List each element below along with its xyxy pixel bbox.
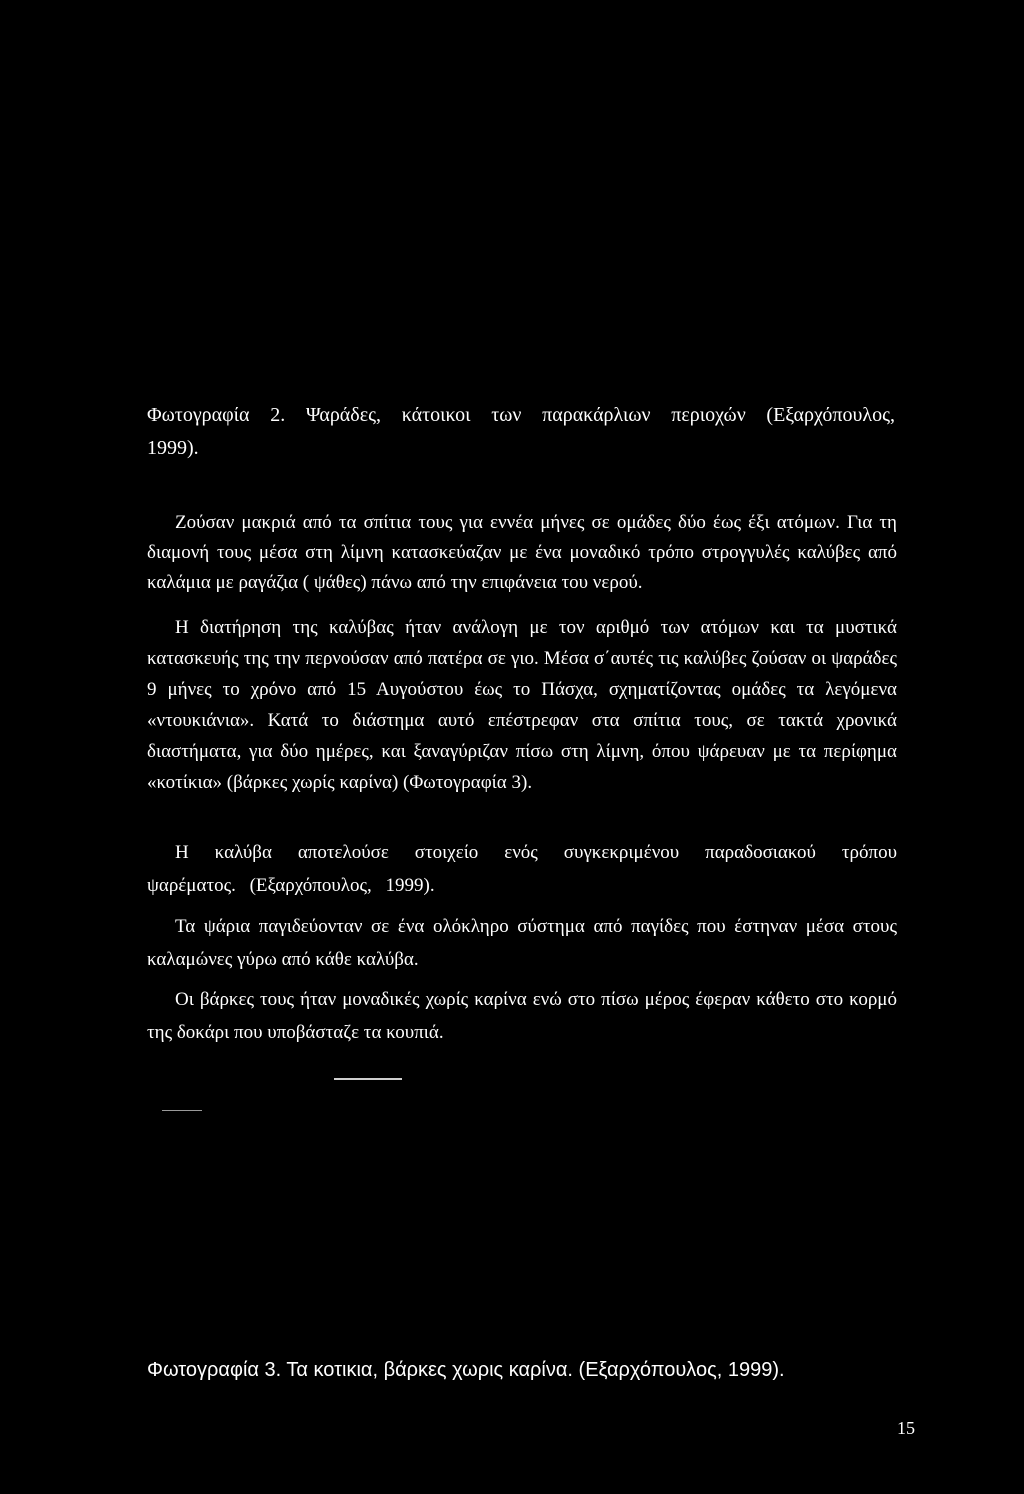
- photo-caption-2: Φωτογραφία 2. Ψαράδες, κάτοικοι των παρακάρλιων περιοχών (Εξαρχόπουλος,: [147, 404, 895, 426]
- paragraph-5: Οι βάρκες τους ήταν μοναδικές χωρίς καρίνα ενώ στο πίσω μέρος έφεραν κάθετο στο κορμό της δοκάρι που υποβάσταζε τα κουπιά.: [147, 989, 897, 1043]
- paragraph-3: Η καλύβα αποτελούσε στοιχείο ενός συγκεκριμένου παραδοσιακού τρόπου ψαρέματος. (Εξαρχόπουλος, 1999).: [147, 842, 897, 896]
- scan-artifact-line-small: [162, 1110, 202, 1111]
- paragraph-4: Τα ψάρια παγιδεύονταν σε ένα ολόκληρο σύστημα από παγίδες που έστηναν μέσα στους καλαμώνες γύρω από κάθε καλύβα.: [147, 916, 897, 970]
- page-number: 15: [897, 1418, 915, 1438]
- photo-caption-3: Φωτογραφία 3. Τα κοτικια, βάρκες χωρις καρίνα. (Εξαρχόπουλος, 1999).: [147, 1359, 785, 1381]
- paragraph-2: Η διατήρηση της καλύβας ήταν ανάλογη με τον αριθμό των ατόμων και τα μυστικά κατασκευής της την περνούσαν από πατέρα σε γιο. Μέσα σ΄αυτές τις καλύβες ζούσαν οι ψαράδες 9 μήνες το χρόνο από 15 Αυγούστου έως το Πάσχα, σχηματίζοντας ομάδες τα λεγόμενα «ντουκιάνια». Κατά το διάστημα αυτό επέστρεφαν στα σπίτια τους, σε τακτά χρονικά διαστήματα, για δύο ημέρες, και ξαναγύριζαν πίσω στη λίμνη, όπου ψάρευαν με τα περίφημα «κοτίκια» (βάρκες χωρίς καρίνα) (Φωτογραφία 3).: [147, 617, 897, 793]
- paragraph-1: Ζούσαν μακριά από τα σπίτια τους για εννέα μήνες σε ομάδες δύο έως έξι ατόμων. Για τη διαμονή τους μέσα στη λίμνη κατασκεύαζαν με ένα μοναδικό τρόπο στρογγυλές καλύβες από καλάμια με ραγάζια ( ψάθες) πάνω από την επιφάνεια του νερού.: [147, 512, 897, 593]
- photo-caption-2-continuation: 1999).: [147, 437, 199, 459]
- scan-artifact-line: [334, 1078, 402, 1080]
